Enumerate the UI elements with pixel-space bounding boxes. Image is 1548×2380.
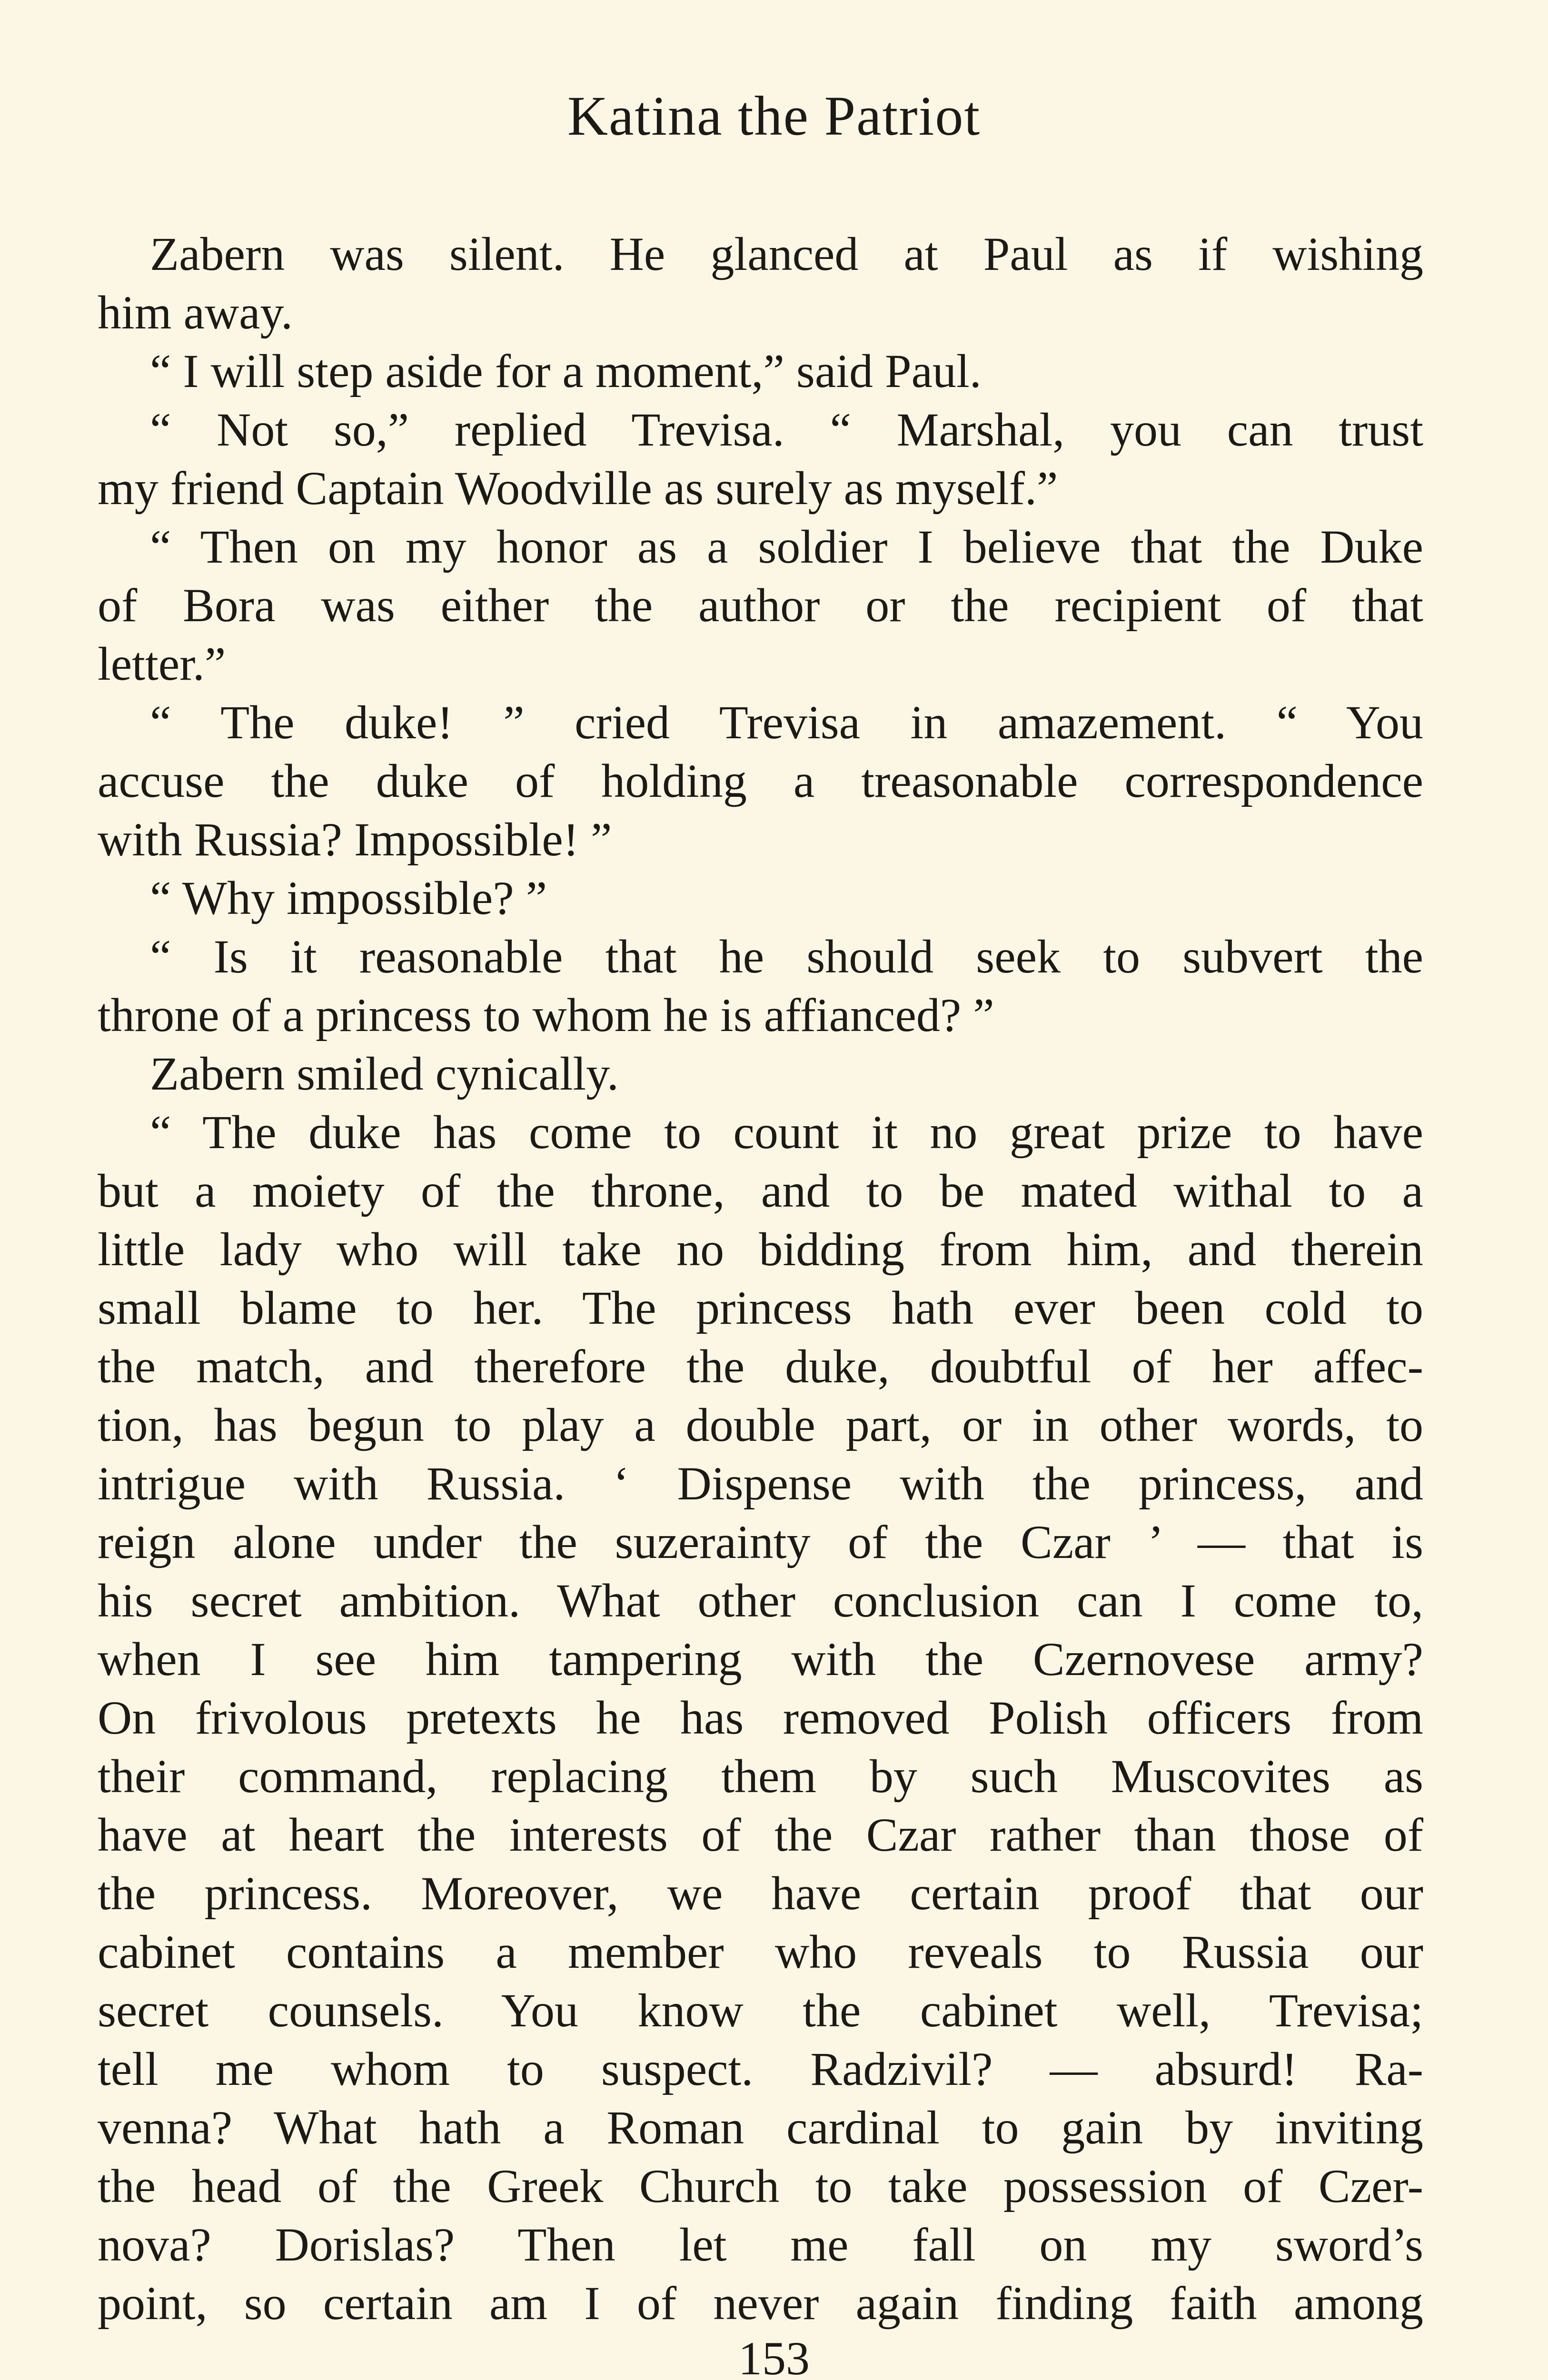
- page-number: 153: [738, 2332, 810, 2380]
- text-line: “ The duke has come to count it no great prize to have: [150, 1106, 1423, 1159]
- text-line: throne of a princess to whom he is affianced? ”: [98, 989, 994, 1041]
- body-text: [98, 225, 1423, 2332]
- text-line: tion, has begun to play a double part, or in other words, to: [98, 1398, 1423, 1451]
- text-line: “ The duke! ” cried Trevisa in amazement. “ You: [150, 696, 1423, 749]
- text-line: little lady who will take no bidding from him, and therein: [98, 1223, 1423, 1276]
- text-line: secret counsels. You know the cabinet well, Trevisa;: [98, 1984, 1423, 2037]
- text-line: the princess. Moreover, we have certain proof that our: [98, 1867, 1423, 1920]
- text-line: letter.”: [98, 637, 226, 690]
- text-line: tell me whom to suspect. Radzivil? — absurd! Ra-: [98, 2043, 1423, 2095]
- text-line: reign alone under the suzerainty of the Czar ’ — that is: [98, 1516, 1423, 1568]
- text-line: cabinet contains a member who reveals to Russia our: [98, 1925, 1423, 1978]
- text-line: “ Then on my honor as a soldier I believe that the Duke: [150, 520, 1423, 573]
- text-line: of Bora was either the author or the recipient of that: [98, 579, 1423, 632]
- text-line: but a moiety of the throne, and to be mated withal to a: [98, 1164, 1423, 1217]
- text-line: the head of the Greek Church to take possession of Czer-: [98, 2160, 1423, 2212]
- text-line: “ Not so,” replied Trevisa. “ Marshal, you can trust: [150, 403, 1423, 456]
- running-head: Katina the Patriot: [567, 85, 981, 147]
- text-line: his secret ambition. What other conclusion can I come to,: [98, 1574, 1423, 1627]
- text-line: intrigue with Russia. ‘ Dispense with the princess, and: [98, 1457, 1423, 1510]
- text-line: have at heart the interests of the Czar rather than those of: [98, 1808, 1423, 1861]
- text-line: accuse the duke of holding a treasonable correspondence: [98, 754, 1423, 807]
- text-line: point, so certain am I of never again finding faith among: [98, 2277, 1423, 2330]
- text-line: venna? What hath a Roman cardinal to gain by inviting: [98, 2101, 1423, 2154]
- text-line: my friend Captain Woodville as surely as myself.”: [98, 462, 1058, 515]
- text-line: “ Is it reasonable that he should seek to subvert the: [150, 930, 1423, 983]
- text-line: “ I will step aside for a moment,” said Paul.: [150, 345, 982, 397]
- text-line: small blame to her. The princess hath ever been cold to: [98, 1281, 1423, 1334]
- text-line: “ Why impossible? ”: [150, 872, 547, 924]
- text-line: with Russia? Impossible! ”: [98, 813, 612, 866]
- text-line: him away.: [98, 286, 293, 339]
- text-line: the match, and therefore the duke, doubtful of her affec-: [98, 1340, 1423, 1393]
- text-line: On frivolous pretexts he has removed Polish officers from: [98, 1691, 1423, 1744]
- text-line: nova? Dorislas? Then let me fall on my sword’s: [98, 2218, 1423, 2271]
- text-line: when I see him tampering with the Czernovese army?: [98, 1633, 1423, 1686]
- text-line: Zabern smiled cynically.: [150, 1047, 619, 1100]
- text-line: Zabern was silent. He glanced at Paul as if wishing: [150, 228, 1423, 280]
- text-line: their command, replacing them by such Muscovites as: [98, 1750, 1423, 1803]
